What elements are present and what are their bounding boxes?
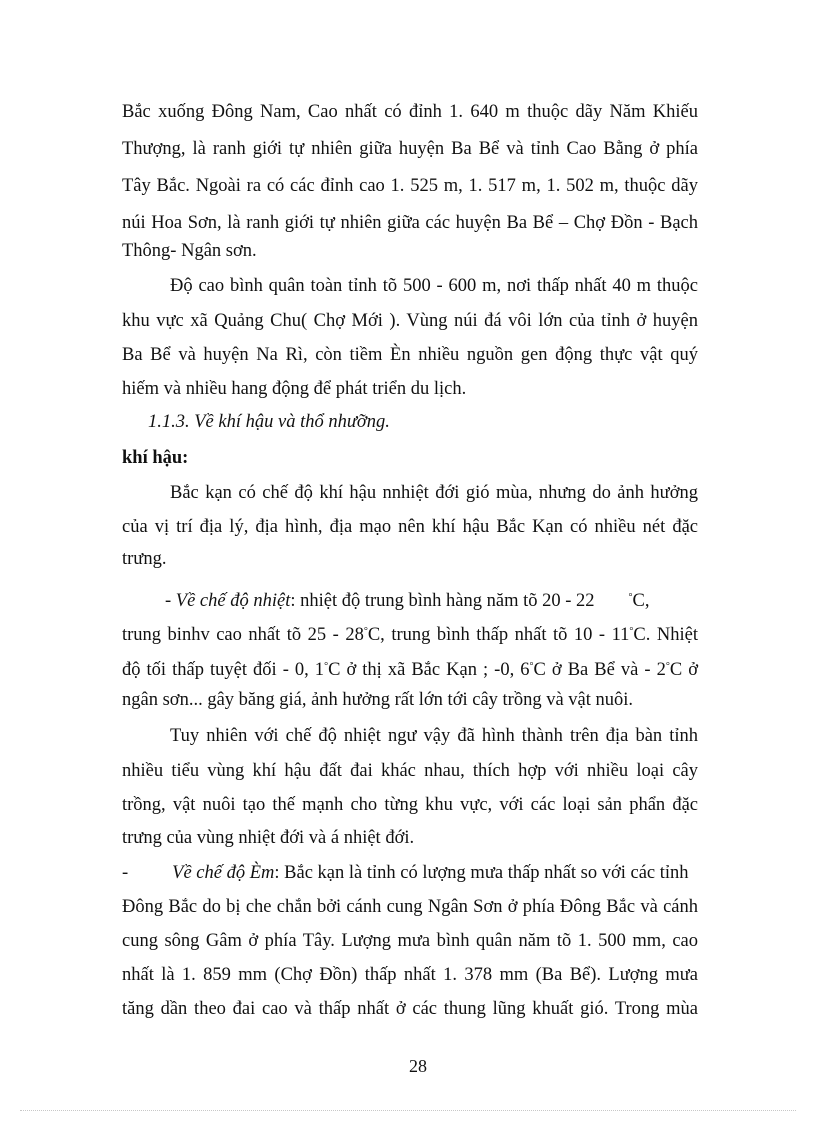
paragraph-2-line-3: Ba Bể và huyện Na Rì, còn tiềm Èn nhiều nguồn gen động thực vật quý: [122, 345, 698, 365]
degree-mark: °: [665, 661, 670, 672]
paragraph-2-line-1: Độ cao bình quân toàn tỉnh tõ 500 - 600 m, nơi thấp nhất 40 m thuộc: [170, 276, 698, 296]
paragraph-1-line-2: Thượng, là ranh giới tự nhiên giữa huyện Ba Bể và tỉnh Cao Bằng ở phía: [122, 139, 698, 159]
temperature-line-3-c: C ở Ba Bể và - 2: [533, 660, 666, 680]
footer-divider: [20, 1110, 796, 1111]
temperature-line-3-a: độ tối thấp tuyệt đối - 0, 1: [122, 660, 325, 680]
degree-mark: °: [324, 661, 329, 672]
temperature-line-1: [165, 586, 693, 613]
paragraph-3-line-3: trưng.: [122, 549, 167, 569]
degree-mark: °: [529, 661, 534, 672]
temperature-line-3: [122, 655, 698, 682]
temperature-line-1-unit: C,: [632, 591, 650, 611]
humidity-line-5: tăng dần theo đai cao và thấp nhất ở các thung lũng khuất gió. Trong mùa: [122, 999, 698, 1019]
temperature-line-2-a: trung binhv cao nhất tõ 25 - 28: [122, 625, 364, 645]
paragraph-3-line-2: của vị trí địa lý, địa hình, địa mạo nên khí hậu Bắc Kạn có nhiều nét đặc: [122, 517, 698, 537]
temperature-line-4: ngân sơn... gây băng giá, ảnh hưởng rất lớn tới cây trồng và vật nuôi.: [122, 690, 634, 710]
paragraph-5-line-3: trồng, vật nuôi tạo thế mạnh cho từng khu vực, với các loại sản phẩn đặc: [122, 795, 698, 815]
temperature-line-3-d: C ở: [669, 660, 698, 680]
temperature-line-1-text: : nhiệt độ trung bình hàng năm tõ 20 - 22: [290, 591, 595, 611]
humidity-label: Về chế độ Èm: [172, 863, 275, 883]
paragraph-3-line-1: Bắc kạn có chế độ khí hậu nnhiệt đới gió mùa, nhưng do ảnh hưởng: [170, 483, 698, 503]
humidity-dash: -: [122, 863, 129, 883]
temperature-line-2-b: C, trung bình thấp nhất tõ 10 - 11: [367, 625, 630, 645]
humidity-line-3: cung sông Gâm ở phía Tây. Lượng mưa bình quân năm tõ 1. 500 mm, cao: [122, 931, 698, 951]
temperature-line-3-b: C ở thị xã Bắc Kạn ; -0, 6: [328, 660, 530, 680]
paragraph-5-line-4: trưng của vùng nhiệt đới và á nhiệt đới.: [122, 828, 415, 848]
temperature-line-2-c: C. Nhiệt: [633, 625, 698, 645]
page-number: 28: [409, 1056, 427, 1076]
paragraph-1-line-1: Bắc xuống Đông Nam, Cao nhất có đỉnh 1. 640 m thuộc dãy Năm Khiếu: [122, 102, 698, 122]
paragraph-1-line-3: Tây Bắc. Ngoài ra có các đỉnh cao 1. 525 m, 1. 517 m, 1. 502 m, thuộc dãy: [122, 176, 698, 196]
humidity-line-2: Đông Bắc do bị che chắn bởi cánh cung Ngân Sơn ở phía Đông Bắc và cánh: [122, 897, 698, 917]
paragraph-1-line-4: núi Hoa Sơn, là ranh giới tự nhiên giữa các huyện Ba Bể – Chợ Đồn - Bạch: [122, 213, 698, 233]
temperature-label: Về chế độ nhiệt: [175, 591, 291, 611]
paragraph-2-line-4: hiếm và nhiều hang động để phát triển du lịch.: [122, 379, 467, 399]
humidity-line-4: nhất là 1. 859 mm (Chợ Đồn) thấp nhất 1. 378 mm (Ba Bể). Lượng mưa: [122, 965, 698, 985]
paragraph-2-line-2: khu vực xã Quảng Chu( Chợ Mới ). Vùng núi đá vôi lớn của tỉnh ở huyện: [122, 311, 698, 331]
temperature-line-2: [122, 620, 698, 647]
humidity-line-1: [122, 861, 698, 885]
humidity-line-1-text: : Bắc kạn là tỉnh có lượng mưa thấp nhất so với các tỉnh: [274, 863, 689, 883]
paragraph-5-line-2: nhiều tiểu vùng khí hậu đất đai khác nhau, thích hợp với nhiều loại cây: [122, 761, 698, 781]
paragraph-1-line-5: Thông- Ngân sơn.: [122, 241, 257, 261]
temperature-dash: -: [165, 591, 172, 611]
degree-mark: °: [628, 592, 633, 603]
paragraph-5-line-1: Tuy nhiên với chế độ nhiệt ngư vậy đã hình thành trên địa bàn tỉnh: [170, 726, 698, 746]
section-heading: 1.1.3. Về khí hậu và thổ nhưỡng.: [148, 412, 390, 432]
degree-mark: °: [629, 626, 634, 637]
subheading-climate: khí hậu:: [122, 448, 189, 468]
degree-mark: °: [363, 626, 368, 637]
